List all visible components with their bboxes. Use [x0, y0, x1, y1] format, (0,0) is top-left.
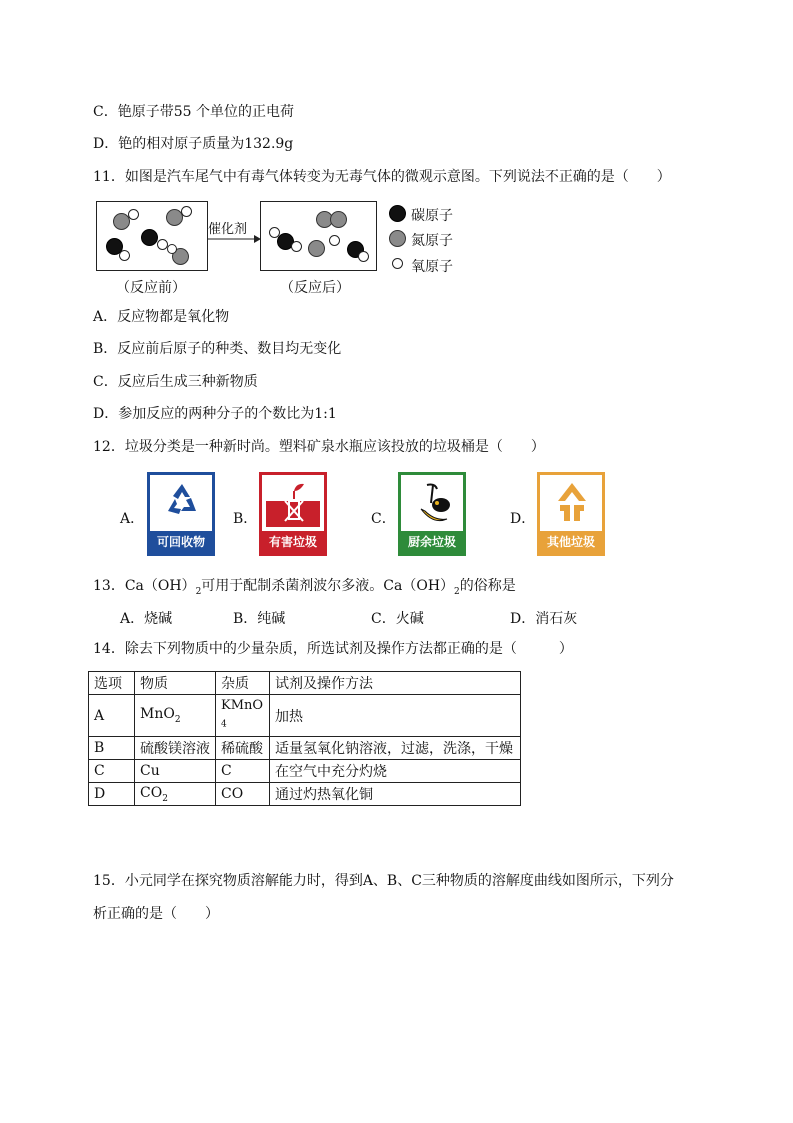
q12-letter-d: D． [510, 511, 536, 527]
table-cell: A [89, 695, 135, 737]
q15-stem-line2: 析正确的是（ ） [93, 906, 219, 922]
after-caption: （反应后） [280, 280, 350, 296]
table-cell: C [89, 760, 135, 783]
q12-stem: 12．垃圾分类是一种新时尚。塑料矿泉水瓶应该投放的垃圾桶是（ ） [93, 439, 545, 455]
table-header-row [89, 672, 521, 695]
table-cell: D [89, 783, 135, 806]
q11-stem: 11．如图是汽车尾气中有毒气体转变为无毒气体的微观示意图。下列说法不正确的是（ ） [93, 169, 671, 185]
other-waste-icon [554, 481, 590, 525]
table-row [89, 695, 521, 737]
other-waste-bin [537, 472, 605, 556]
nitrogen-atom [308, 240, 325, 257]
q12-letter-a: A． [120, 511, 145, 527]
q13-stem: 13．$Ca(OH)_2$可用于配制杀菌剂波尔多液。$Ca(OH)_2$的俗称是 [93, 578, 516, 597]
q14-stem: 14．除去下列物质中的少量杂质，所选试剂及操作方法都正确的是（ ） [93, 641, 573, 657]
oxygen-atom [329, 235, 340, 246]
table-row [89, 783, 521, 806]
reaction-arrow-icon [206, 234, 262, 244]
table-cell: 通过灼热氧化铜 [270, 783, 521, 806]
carbon-atom [141, 229, 158, 246]
oxygen-atom [128, 209, 139, 220]
q11-option-a: A．反应物都是氧化物 [93, 309, 230, 325]
q13-option-a: A．烧碱 [120, 611, 173, 627]
kitchen-waste-bin [398, 472, 466, 556]
table-cell-formula: KMnO $_4$ [216, 695, 270, 737]
oxygen-atom [291, 241, 302, 252]
table-cell: C [216, 760, 270, 783]
oxygen-atom [358, 251, 369, 262]
recycle-icon [163, 481, 201, 519]
oxygen-atom [167, 244, 177, 254]
legend-carbon: 碳原子 [411, 208, 453, 224]
catalyst-label: 催化剂 [208, 222, 248, 237]
q11-option-d: D．参加反应的两种分子的个数比为1:1 [93, 406, 337, 422]
q12-letter-c: C． [371, 511, 396, 527]
oxygen-legend-icon [392, 258, 403, 269]
bin-label-recyclable: 可回收物 [150, 531, 212, 553]
q11-option-b: B．反应前后原子的种类、数目均无变化 [93, 341, 342, 357]
q11-option-c: C．反应后生成三种新物质 [93, 374, 258, 390]
table-row [89, 760, 521, 783]
q15-stem-line1: 15．小元同学在探究物质溶解能力时，得到A、B、C三种物质的溶解度曲线如图所示，下列分 [93, 873, 674, 889]
table-header-cell: 选项 [89, 672, 135, 695]
oxygen-atom [119, 250, 130, 261]
nitrogen-atom [330, 211, 347, 228]
fish-bone-icon [413, 481, 455, 527]
hazardous-battery-icon [282, 481, 308, 525]
recyclable-bin [147, 472, 215, 556]
table-cell: 在空气中充分灼烧 [270, 760, 521, 783]
table-row [89, 737, 521, 760]
q13-option-b: B．纯碱 [233, 611, 286, 627]
table-cell: 加热 [270, 695, 521, 737]
bin-label-hazardous: 有害垃圾 [262, 531, 324, 553]
q13-option-d: D．消石灰 [510, 611, 578, 627]
before-reaction-box [96, 201, 208, 271]
hazardous-bin [259, 472, 327, 556]
table-cell: 硫酸镁溶液 [135, 737, 216, 760]
q10-option-d: D．铯的相对原子质量为132.9g [93, 136, 294, 152]
table-cell: 适量氢氧化钠溶液，过滤，洗涤，干燥 [270, 737, 521, 760]
table-header-cell: 物质 [135, 672, 216, 695]
q14-table [88, 671, 521, 806]
before-caption: （反应前） [116, 280, 186, 296]
q13-option-c: C．火碱 [371, 611, 424, 627]
nitrogen-legend-icon [389, 230, 406, 247]
legend-oxygen: 氧原子 [411, 259, 453, 275]
bin-label-other: 其他垃圾 [540, 531, 602, 553]
table-cell: 稀硫酸 [216, 737, 270, 760]
q10-option-c: C．铯原子带55 个单位的正电荷 [93, 104, 294, 120]
table-cell-formula: $CO_2$ [135, 783, 216, 806]
carbon-legend-icon [389, 205, 406, 222]
table-cell: Cu [135, 760, 216, 783]
bin-label-kitchen: 厨余垃圾 [401, 531, 463, 553]
legend-nitrogen: 氮原子 [411, 233, 453, 249]
oxygen-atom [181, 206, 192, 217]
table-header-cell: 杂质 [216, 672, 270, 695]
table-header-cell: 试剂及操作方法 [270, 672, 521, 695]
table-cell: CO [216, 783, 270, 806]
q12-letter-b: B． [233, 511, 258, 527]
table-cell-formula: MnO$_2$ [135, 695, 216, 737]
table-cell: B [89, 737, 135, 760]
after-reaction-box [260, 201, 377, 271]
